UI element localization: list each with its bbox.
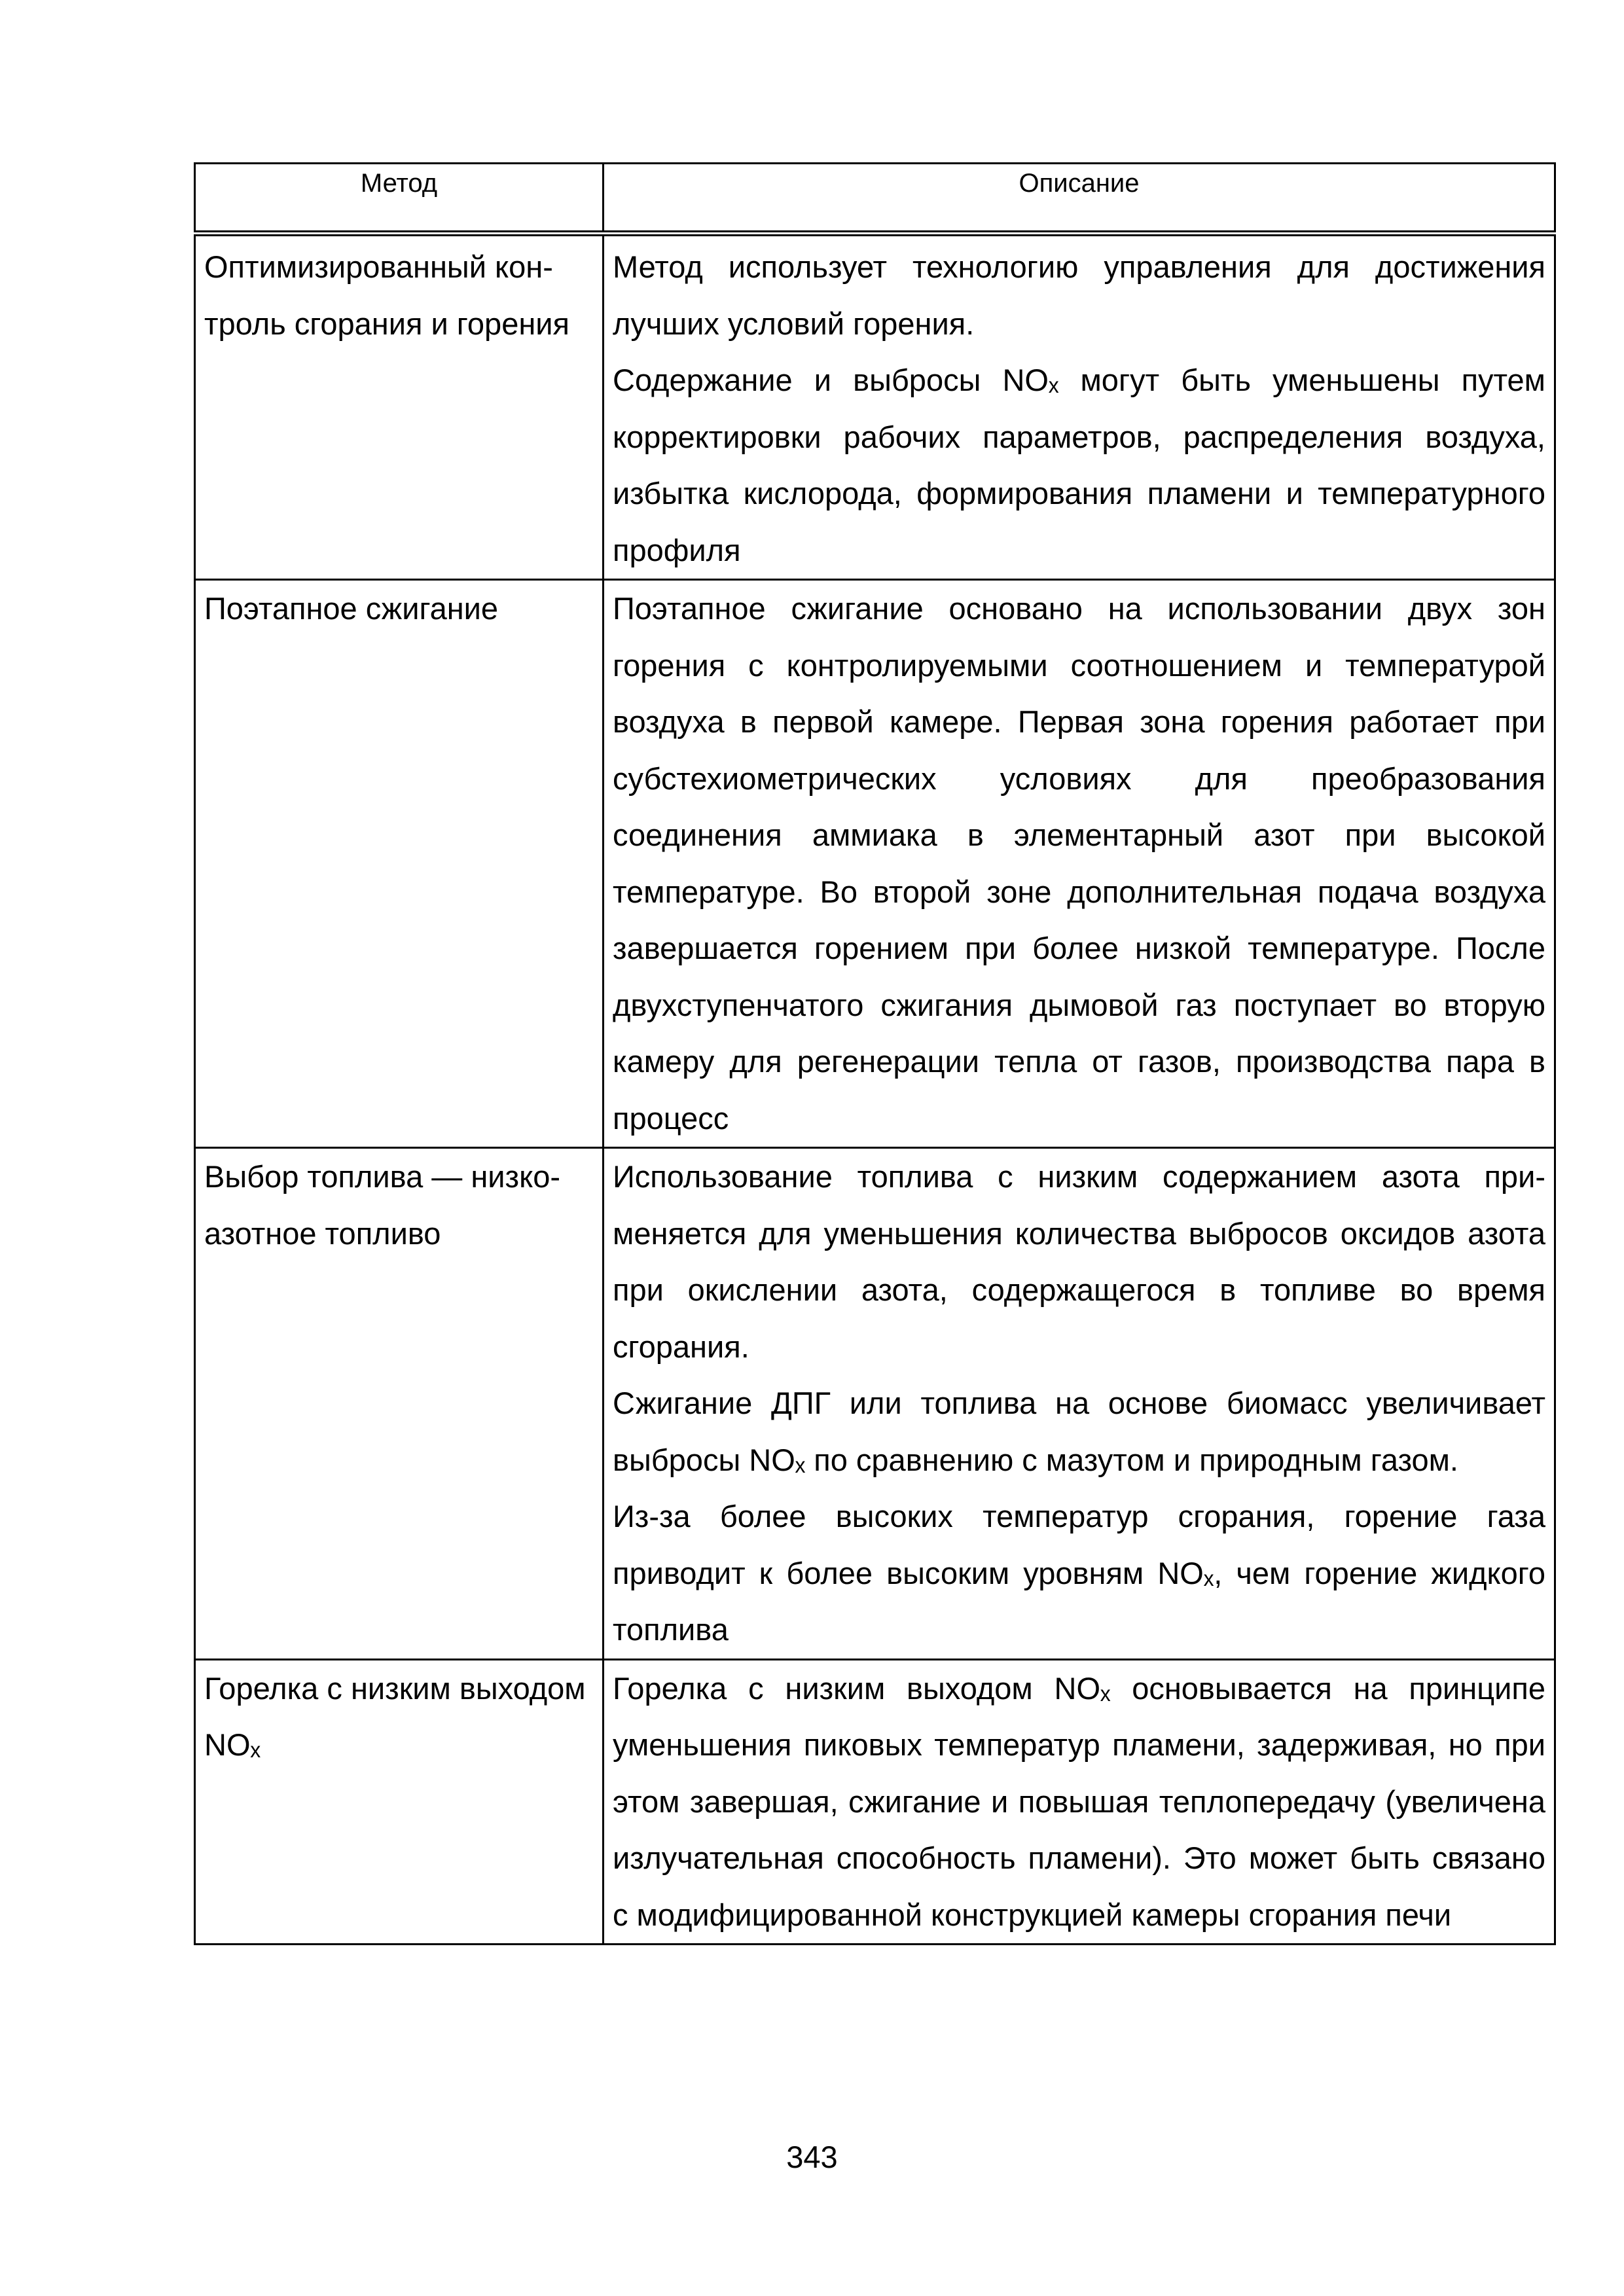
method-cell: Оптимизированный контроль сгорания и горения bbox=[195, 234, 604, 580]
description-paragraph: Поэтапное сжигание основано на использовании двух зон горения с контролируемыми соотношением и температурой воздуха в первой камере. Первая зона горения работает при субстехиометрических условиях для преобразования соединения аммиака в элементарный азот при высокой температуре. Во второй зоне дополнительная подача воздуха завершается горением при более низкой температуре. После двухступенчатого сжигания дымовой газ поступает во вторую камеру для регенерации тепла от газов, производства пара в процесс bbox=[613, 591, 1545, 1136]
method-cell: Выбор топлива — низкоазотное топливо bbox=[195, 1148, 604, 1660]
table-row bbox=[195, 1148, 1555, 1660]
description-cell bbox=[604, 580, 1555, 1148]
table-row bbox=[195, 1659, 1555, 1945]
method-cell: Поэтапное сжигание bbox=[195, 580, 604, 1148]
header-description: Описание bbox=[604, 164, 1555, 234]
description-paragraph: Сжигание ДПГ или топлива на основе биомасс увеличивает выбросы NOₓ по сравнению с мазутом и природным газом. bbox=[613, 1386, 1545, 1477]
methods-table bbox=[194, 162, 1556, 1945]
header-method: Метод bbox=[195, 164, 604, 234]
description-paragraph: Использование топлива с низким содержанием азота применяется для уменьшения количества выбросов оксидов азота при окислении азота, содержащегося в топливе во время сгорания. bbox=[613, 1159, 1545, 1364]
method-cell: Горелка с низким выходом NOₓ bbox=[195, 1659, 604, 1945]
page-number: 343 bbox=[786, 2140, 838, 2174]
description-cell bbox=[604, 1148, 1555, 1660]
description-paragraph: Из-за более высоких температур сгорания, горение газа приводит к более высоким уровням NOₓ, чем горение жидкого топлива bbox=[613, 1499, 1545, 1647]
table-header-row bbox=[195, 164, 1555, 234]
description-paragraph: Метод использует технологию управления для достижения лучших условий горения. bbox=[613, 249, 1545, 341]
description-paragraph: Содержание и выбросы NOₓ могут быть уменьшены путем корректировки рабочих параметров, распределения воздуха, избытка кислорода, формирования пламени и температурного профиля bbox=[613, 363, 1545, 567]
description-cell bbox=[604, 1659, 1555, 1945]
table-row bbox=[195, 234, 1555, 580]
table-row bbox=[195, 580, 1555, 1148]
description-paragraph: Горелка с низким выходом NOₓ основывается на принципе уменьшения пиковых температур пламени, задерживая, но при этом завершая, сжигание и повышая теплопередачу (увеличена излучательная способность пламени). Это может быть связано с модифицированной конструкцией камеры сгорания печи bbox=[613, 1670, 1545, 1932]
description-cell bbox=[604, 234, 1555, 580]
